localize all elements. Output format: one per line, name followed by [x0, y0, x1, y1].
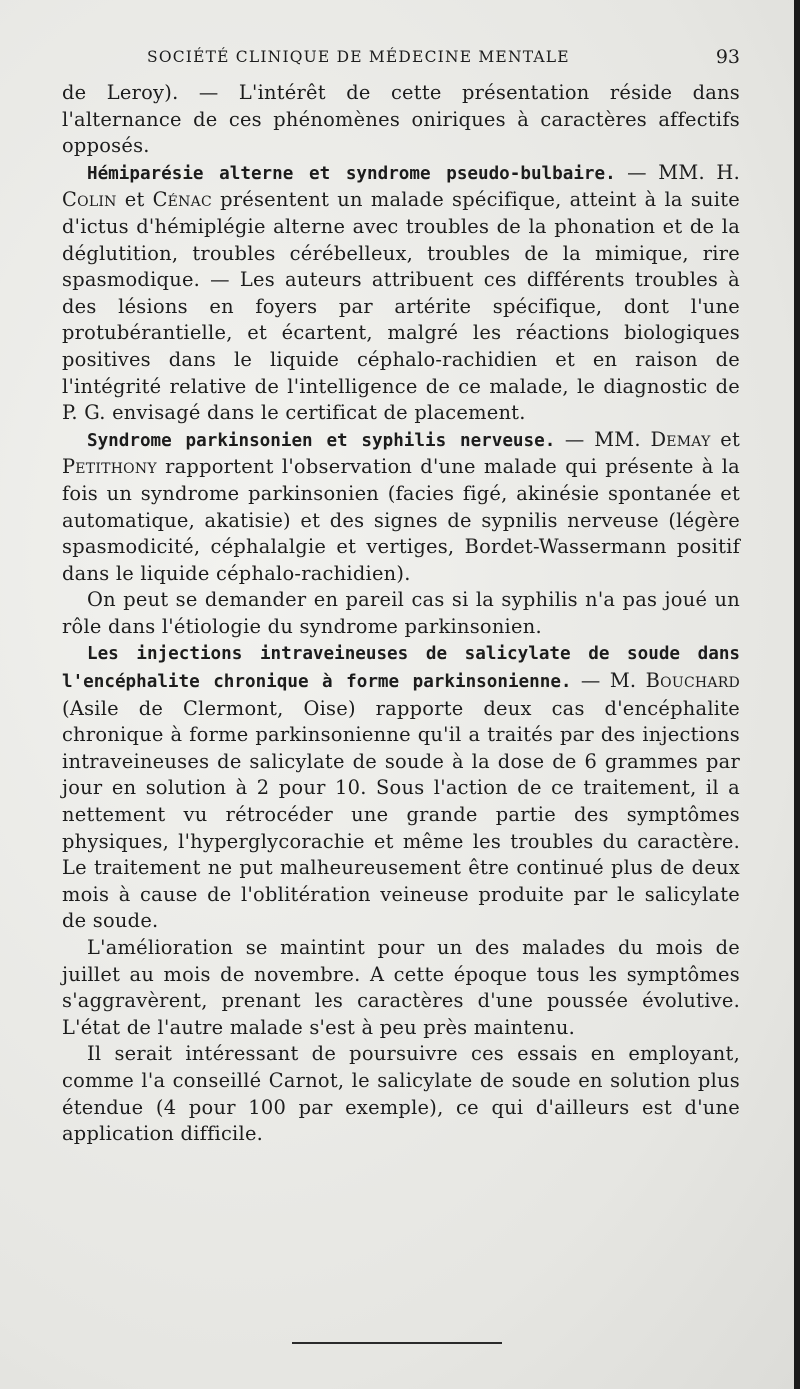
paragraph: On peut se demander en pareil cas si la syphilis n'a pas joué un rôle dans l'étiologie du syndrome parkinsonien.: [62, 588, 740, 638]
page-number: 93: [715, 46, 740, 68]
text-run: présentent un malade spécifique, atteint à la suite d'ictus d'hémiplégie alterne avec troubles de la phonation et de la déglutition, troubles cérébelleux, troubles de la mimique, rire spasmodique. — Les auteurs attribuent ces différents troubles à des lésions en foyers par artérite spécifique, dont l'une protubérantielle, et écartent, malgré les réactions biologiques positives dans le liquide céphalo-rachidien et en raison de l'intégrité relative de l'intelligence de ce malade, le diagnostic de P. G. envisagé dans le certificat de placement.: [62, 188, 740, 425]
running-title: SOCIÉTÉ CLINIQUE DE MÉDECINE MENTALE: [147, 48, 570, 66]
author-name: Colin: [62, 188, 117, 212]
paragraph: Il serait intéressant de poursuivre ces essais en employant, comme l'a conseillé Carnot, le salicylate de soude en solution plus étendue (4 pour 100 par exemple), ce qui d'ailleurs est d'une application difficile.: [62, 1042, 740, 1146]
text-run: et: [710, 427, 740, 451]
text-run: — M.: [571, 669, 646, 693]
author-name: Demay: [650, 427, 711, 451]
text-run: et: [116, 188, 153, 212]
intro-paragraph: de Leroy). — L'intérêt de cette présentation réside dans l'alternance de ces phénomènes oniriques à caractères affectifs opposés.: [62, 81, 740, 158]
section-salicylate: [62, 640, 740, 935]
section-heading: Syndrome parkinsonien et syphilis nerveuse.: [87, 430, 556, 451]
body-text: [62, 80, 740, 1148]
author-name: Petithony: [62, 455, 157, 479]
section-parkinsonien: [62, 427, 740, 588]
text-run: — MM. H.: [615, 160, 740, 184]
section-heading: Hémiparésie alterne et syndrome pseudo-bulbaire.: [87, 163, 616, 184]
text-run: (Asile de Clermont, Oise) rapporte deux cas d'encéphalite chronique à forme parkinsonienne qu'il a traités par des injections intraveineuses de salicylate de soude à la dose de 6 grammes par jour en solution à 2 pour 10. Sous l'action de ce traitement, il a nettement vu rétrocéder une grande partie des symptômes physiques, l'hyperglycorachie et même les troubles du caractère. Le traitement ne put malheureusement être continué plus de deux mois à cause de l'oblitération veineuse produite par le salicylate de soude.: [62, 696, 740, 933]
text-run: — MM.: [555, 427, 651, 451]
closing-rule: [292, 1342, 502, 1344]
section-hemiparesie: [62, 160, 740, 427]
text-run: rapportent l'observation d'une malade qui présente à la fois un syndrome parkinsonien (facies figé, akinésie spontanée et automatique, akatisie) et des signes de sypnilis nerveuse (légère spasmodicité, céphalalgie et vertiges, Bordet-Wassermann positif dans le liquide céphalo-rachidien).: [62, 455, 740, 585]
section-heading: Les injections intraveineuses de salicylate de soude dans l'encéphalite chronique à forme parkinsonienne.: [62, 644, 740, 693]
running-header: [62, 40, 740, 80]
author-name: Cénac: [152, 188, 212, 212]
author-name: Bouchard: [645, 669, 740, 693]
paragraph: L'amélioration se maintint pour un des malades du mois de juillet au mois de novembre. A cette époque tous les symptômes s'aggravèrent, prenant les caractères d'une poussée évolutive. L'état de l'autre malade s'est à peu près maintenu.: [62, 936, 740, 1039]
page-edge: [794, 0, 800, 1389]
book-page: [62, 40, 740, 1148]
